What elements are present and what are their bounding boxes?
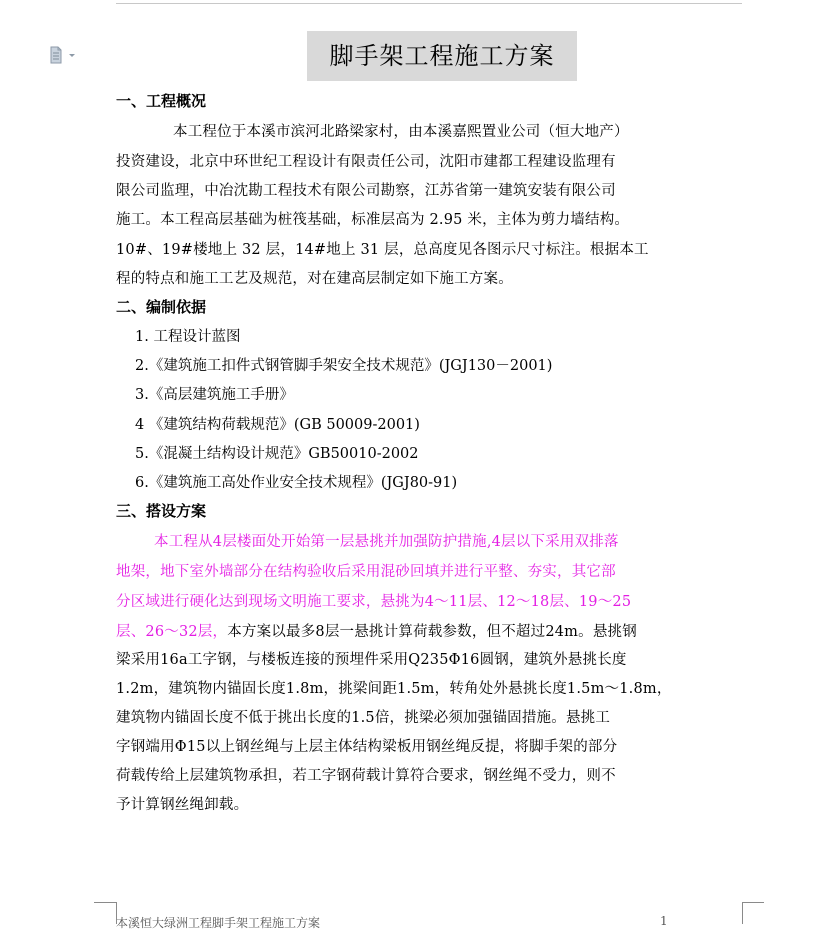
- paragraph-line: 投资建设，北京中环世纪工程设计有限责任公司，沈阳市建都工程建设监理有: [116, 154, 616, 170]
- list-item: 6.《建筑施工高处作业安全技术规程》(JGJ80-91): [135, 475, 458, 491]
- paragraph-line: 予计算钢丝绳卸载。: [116, 797, 249, 813]
- footer-title: 本溪恒大绿洲工程脚手架工程施工方案: [116, 916, 321, 930]
- document-title: 脚手架工程施工方案: [307, 31, 577, 81]
- paragraph-line: 荷载传给上层建筑物承担，若工字钢荷载计算符合要求，钢丝绳不受力，则不: [116, 768, 616, 784]
- page-number: 1: [660, 914, 668, 928]
- list-item: 2.《建筑施工扣件式钢管脚手架安全技术规范》(JGJ130－2001): [135, 358, 553, 374]
- paragraph-line: 程的特点和施工工艺及规范，对在建高层制定如下施工方案。: [116, 271, 513, 287]
- crop-mark-bottom-left-h: [94, 902, 116, 903]
- list-item: 5.《混凝土结构设计规范》GB50010-2002: [135, 446, 419, 462]
- section-heading-basis: 二、编制依据: [116, 298, 207, 316]
- page-top-border: [116, 3, 742, 4]
- paragraph-line: 施工。本工程高层基础为桩筏基础，标准层高为 2.95 米，主体为剪力墙结构。: [116, 212, 630, 228]
- highlighted-line: 分区域进行硬化达到现场文明施工要求，悬挑为4～11层、12～18层、19～25: [116, 594, 632, 610]
- list-item: 4 《建筑结构荷载规范》(GB 50009-2001): [135, 417, 420, 433]
- section-heading-overview: 一、工程概况: [116, 92, 207, 110]
- paragraph-line: 梁采用16a工字钢，与楼板连接的预埋件采用Q235Φ16圆钢，建筑外悬挑长度: [116, 652, 627, 668]
- paragraph-line: 1.2m，建筑物内锚固长度1.8m，挑梁间距1.5m，转角处外悬挑长度1.5m～1.8m，: [116, 681, 672, 697]
- highlighted-line: 本工程从4层楼面处开始第一层悬挑并加强防护措施,4层以下采用双排落: [154, 534, 619, 550]
- paragraph-line: 10#、19#楼地上 32 层，14#地上 31 层，总高度见各图示尺寸标注。根据本工: [116, 242, 649, 258]
- normal-span: 本方案以最多8层一悬挑计算荷载参数，但不超过24m。悬挑钢: [227, 624, 637, 640]
- section-heading-scheme: 三、搭设方案: [116, 502, 207, 520]
- crop-mark-bottom-right: [742, 902, 743, 924]
- paragraph-line: [116, 620, 637, 641]
- paragraph-line: 限公司监理，中冶沈勘工程技术有限公司勘察，江苏省第一建筑安装有限公司: [116, 183, 616, 199]
- document-icon[interactable]: [49, 46, 79, 64]
- paragraph-line: 字钢端用Φ15以上钢丝绳与上层主体结构梁板用钢丝绳反提，将脚手架的部分: [116, 739, 618, 755]
- paragraph-line: 建筑物内锚固长度不低于挑出长度的1.5倍，挑梁必须加强锚固措施。悬挑工: [116, 710, 611, 726]
- highlighted-line: 地架，地下室外墙部分在结构验收后采用混砂回填并进行平整、夯实，其它部: [116, 564, 616, 580]
- paragraph-line: 本工程位于本溪市滨河北路梁家村，由本溪嘉熙置业公司（恒大地产）: [173, 124, 629, 140]
- list-item: 1. 工程设计蓝图: [135, 329, 241, 345]
- highlighted-span: 层、26～32层，: [116, 624, 228, 640]
- crop-mark-bottom-right-h: [742, 902, 764, 903]
- list-item: 3.《高层建筑施工手册》: [135, 387, 294, 403]
